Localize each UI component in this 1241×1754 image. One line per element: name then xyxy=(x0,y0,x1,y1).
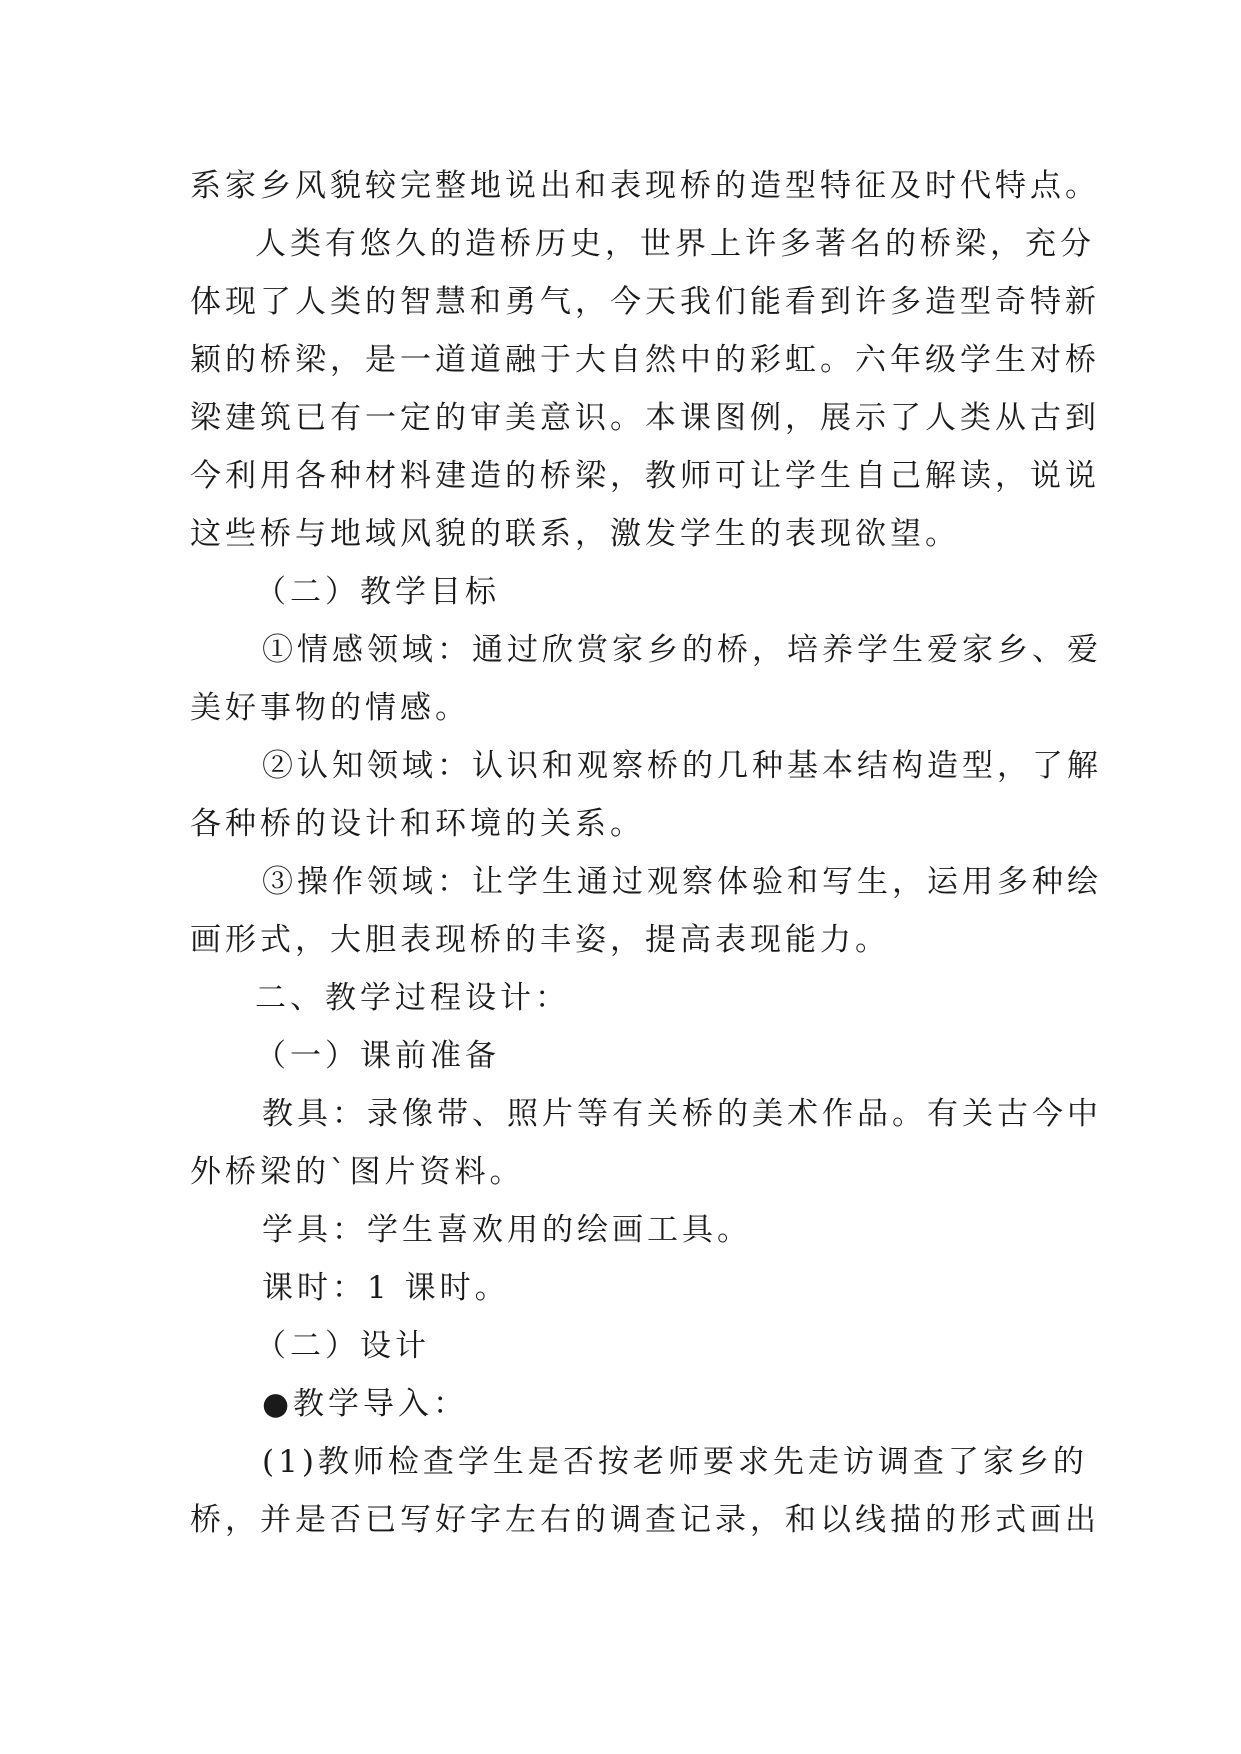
section-heading: （一）课前准备 xyxy=(255,1038,500,1074)
text-line: 人类有悠久的造桥历史，世界上许多著名的桥梁，充分 xyxy=(255,226,1095,262)
section-heading: （二）设计 xyxy=(255,1328,430,1364)
text-line: 各种桥的设计和环境的关系。 xyxy=(190,806,645,842)
text-line: 梁建筑已有一定的审美意识。本课图例，展示了人类从古到 xyxy=(190,400,1100,436)
text-line: 颖的桥梁，是一道道融于大自然中的彩虹。六年级学生对桥 xyxy=(190,342,1100,378)
text-line: 这些桥与地域风貌的联系，激发学生的表现欲望。 xyxy=(190,516,960,552)
section-heading: （二）教学目标 xyxy=(255,574,500,610)
text-line: 美好事物的情感。 xyxy=(190,690,470,726)
text-line: ②认知领域：认识和观察桥的几种基本结构造型，了解 xyxy=(262,748,1102,784)
text-line: 画形式，大胆表现桥的丰姿，提高表现能力。 xyxy=(190,922,890,958)
text-line: ①情感领域：通过欣赏家乡的桥，培养学生爱家乡、爱 xyxy=(262,632,1102,668)
text-line: (1)教师检查学生是否按老师要求先走访调查了家乡的 xyxy=(262,1444,1088,1480)
text-line: 体现了人类的智慧和勇气，今天我们能看到许多造型奇特新 xyxy=(190,284,1100,320)
text-line: 课时：1 课时。 xyxy=(262,1270,510,1306)
text-line: 学具：学生喜欢用的绘画工具。 xyxy=(262,1212,752,1248)
text-line: 外桥梁的`图片资料。 xyxy=(190,1154,525,1190)
text-line: 教具：录像带、照片等有关桥的美术作品。有关古今中 xyxy=(262,1096,1102,1132)
text-line: 今利用各种材料建造的桥梁，教师可让学生自己解读，说说 xyxy=(190,458,1100,494)
bullet-heading: ●教学导入： xyxy=(262,1386,469,1422)
section-heading: 二、教学过程设计： xyxy=(255,980,570,1016)
text-line: ③操作领域：让学生通过观察体验和写生，运用多种绘 xyxy=(262,864,1102,900)
text-line: 桥，并是否已写好字左右的调查记录，和以线描的形式画出 xyxy=(190,1502,1100,1538)
text-line: 系家乡风貌较完整地说出和表现桥的造型特征及时代特点。 xyxy=(190,168,1100,204)
